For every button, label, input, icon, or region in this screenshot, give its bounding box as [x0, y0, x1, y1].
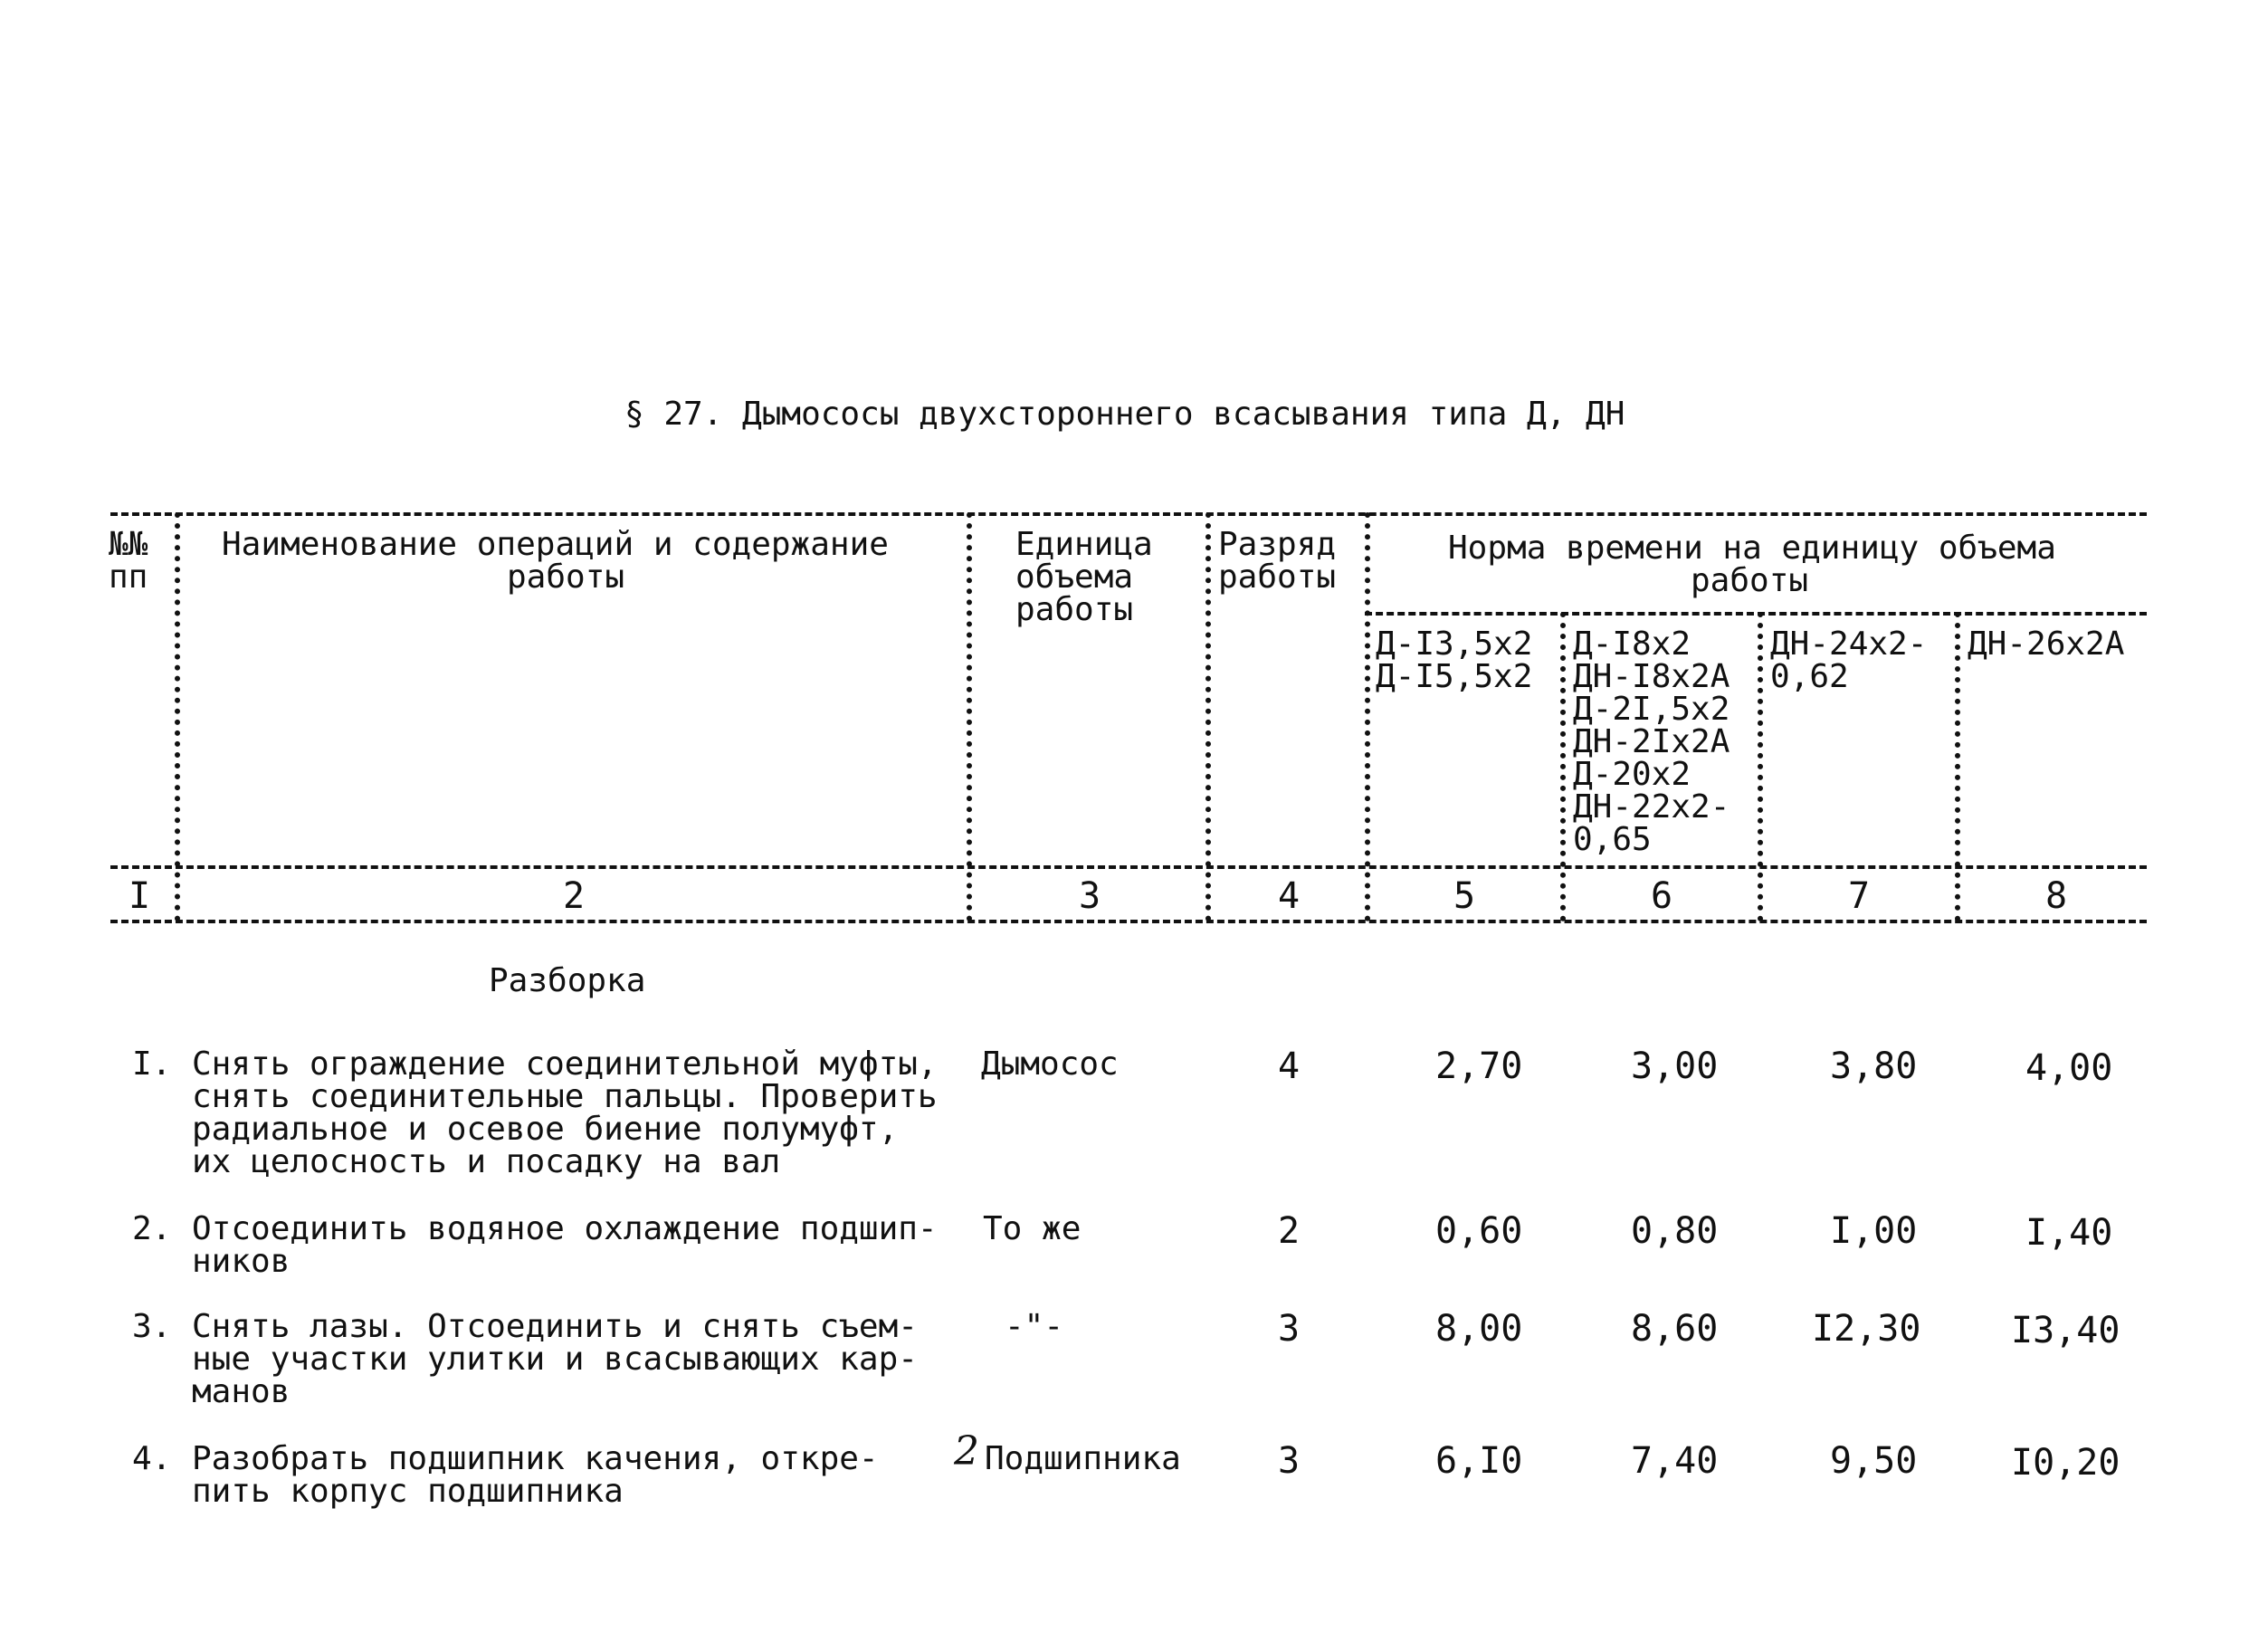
col-divider-7: [1955, 612, 1960, 921]
row-grade: 3: [1278, 1440, 1301, 1482]
colnum-bottom-rule: [110, 920, 2147, 923]
header-col6-line4: ДН-2Iх2А: [1573, 723, 1730, 760]
colnum-4: 4: [1278, 875, 1301, 917]
row-grade: 3: [1278, 1308, 1301, 1350]
section-heading: Разборка: [489, 962, 646, 999]
row-value-col8: I3,40: [2011, 1310, 2120, 1351]
table-top-rule: [110, 512, 2147, 516]
row-value-col6: 3,00: [1631, 1045, 1719, 1087]
header-col1-line1: №№: [109, 526, 148, 563]
header-col2-line2: работы: [507, 558, 625, 596]
header-bottom-rule: [110, 865, 2147, 869]
row-text-line: пить корпус подшипника: [192, 1473, 624, 1510]
row-text-line: радиальное и осевое биение полумуфт,: [192, 1111, 899, 1148]
page-title: § 27. Дымососы двухстороннего всасывания типа Д, ДН: [624, 396, 1625, 433]
row-value-col7: 3,80: [1830, 1045, 1918, 1087]
colnum-6: 6: [1651, 875, 1673, 917]
header-col3-line1: Единица: [1015, 526, 1153, 563]
header-col6-line5: Д-20х2: [1573, 756, 1691, 793]
header-col8-line1: ДН-26х2А: [1968, 625, 2125, 663]
col-divider-5: [1560, 612, 1566, 921]
header-norm-line2: работы: [1691, 562, 1809, 599]
row-text-line: Разобрать подшипник качения, откре-: [192, 1440, 879, 1477]
header-col6-line7: 0,65: [1573, 821, 1652, 858]
row-text-line: Снять ограждение соединительной муфты,: [192, 1045, 938, 1083]
row-value-col5: 0,60: [1435, 1210, 1523, 1252]
colnum-8: 8: [2045, 875, 2068, 917]
norm-subheader-rule: [1365, 612, 2147, 616]
header-col6-line1: Д-I8х2: [1573, 625, 1691, 663]
row-value-col6: 0,80: [1631, 1210, 1719, 1252]
header-col4-line2: работы: [1218, 558, 1337, 596]
colnum-1: I: [129, 875, 151, 917]
header-col6-line2: ДН-I8х2А: [1573, 658, 1730, 695]
header-col6-line3: Д-2I,5х2: [1573, 691, 1730, 728]
header-col2-line1: Наименование операций и содержание: [222, 526, 889, 563]
row-value-col7: 9,50: [1830, 1440, 1918, 1482]
row-value-col7: I,00: [1830, 1210, 1918, 1252]
row-value-col8: I0,20: [2011, 1442, 2120, 1484]
col-divider-6: [1758, 612, 1763, 921]
header-col7-line1: ДН-24х2-: [1770, 625, 1928, 663]
header-col5-line2: Д-I5,5х2: [1376, 658, 1533, 695]
row-number: I.: [132, 1045, 172, 1083]
col-divider-1: [175, 512, 180, 921]
row-value-col7: I2,30: [1812, 1308, 1921, 1350]
col-divider-4: [1365, 512, 1370, 921]
row-text-line: ные участки улитки и всасывающих кар-: [192, 1341, 918, 1378]
row-unit: То же: [983, 1210, 1082, 1247]
header-col6-line6: ДН-22х2-: [1573, 788, 1730, 826]
row-number: 3.: [132, 1308, 172, 1345]
header-col3-line2: объема: [1015, 558, 1134, 596]
row-unit: Подшипника: [985, 1440, 1181, 1477]
row-value-col6: 8,60: [1631, 1308, 1719, 1350]
header-col5-line1: Д-I3,5х2: [1376, 625, 1533, 663]
row-grade: 4: [1278, 1045, 1301, 1087]
row-value-col8: I,40: [2025, 1212, 2113, 1254]
row-text-line: ников: [192, 1243, 291, 1280]
row-text-line: Отсоединить водяное охлаждение подшип-: [192, 1210, 938, 1247]
colnum-5: 5: [1453, 875, 1476, 917]
header-col1-line2: пп: [109, 558, 148, 596]
header-norm-line1: Норма времени на единицу объема: [1448, 530, 2056, 567]
row-unit-handwritten-count: 2: [954, 1428, 979, 1475]
colnum-7: 7: [1848, 875, 1871, 917]
row-number: 2.: [132, 1210, 172, 1247]
row-value-col6: 7,40: [1631, 1440, 1719, 1482]
col-divider-3: [1205, 512, 1211, 921]
row-value-col5: 2,70: [1435, 1045, 1523, 1087]
row-text-line: Снять лазы. Отсоединить и снять съем-: [192, 1308, 918, 1345]
row-value-col8: 4,00: [2025, 1047, 2113, 1089]
header-col3-line3: работы: [1015, 591, 1134, 628]
row-value-col5: 8,00: [1435, 1308, 1523, 1350]
row-unit: -"-: [1005, 1308, 1064, 1345]
row-grade: 2: [1278, 1210, 1301, 1252]
row-unit: Дымосос: [981, 1045, 1119, 1083]
row-text-line: их целосность и посадку на вал: [192, 1143, 781, 1180]
row-text-line: снять соединительные пальцы. Проверить: [192, 1078, 938, 1115]
col-divider-2: [967, 512, 972, 921]
header-col7-line2: 0,62: [1770, 658, 1849, 695]
row-value-col5: 6,I0: [1435, 1440, 1523, 1482]
header-col4-line1: Разряд: [1218, 526, 1337, 563]
row-text-line: манов: [192, 1373, 291, 1410]
colnum-3: 3: [1079, 875, 1101, 917]
row-number: 4.: [132, 1440, 172, 1477]
colnum-2: 2: [563, 875, 586, 917]
